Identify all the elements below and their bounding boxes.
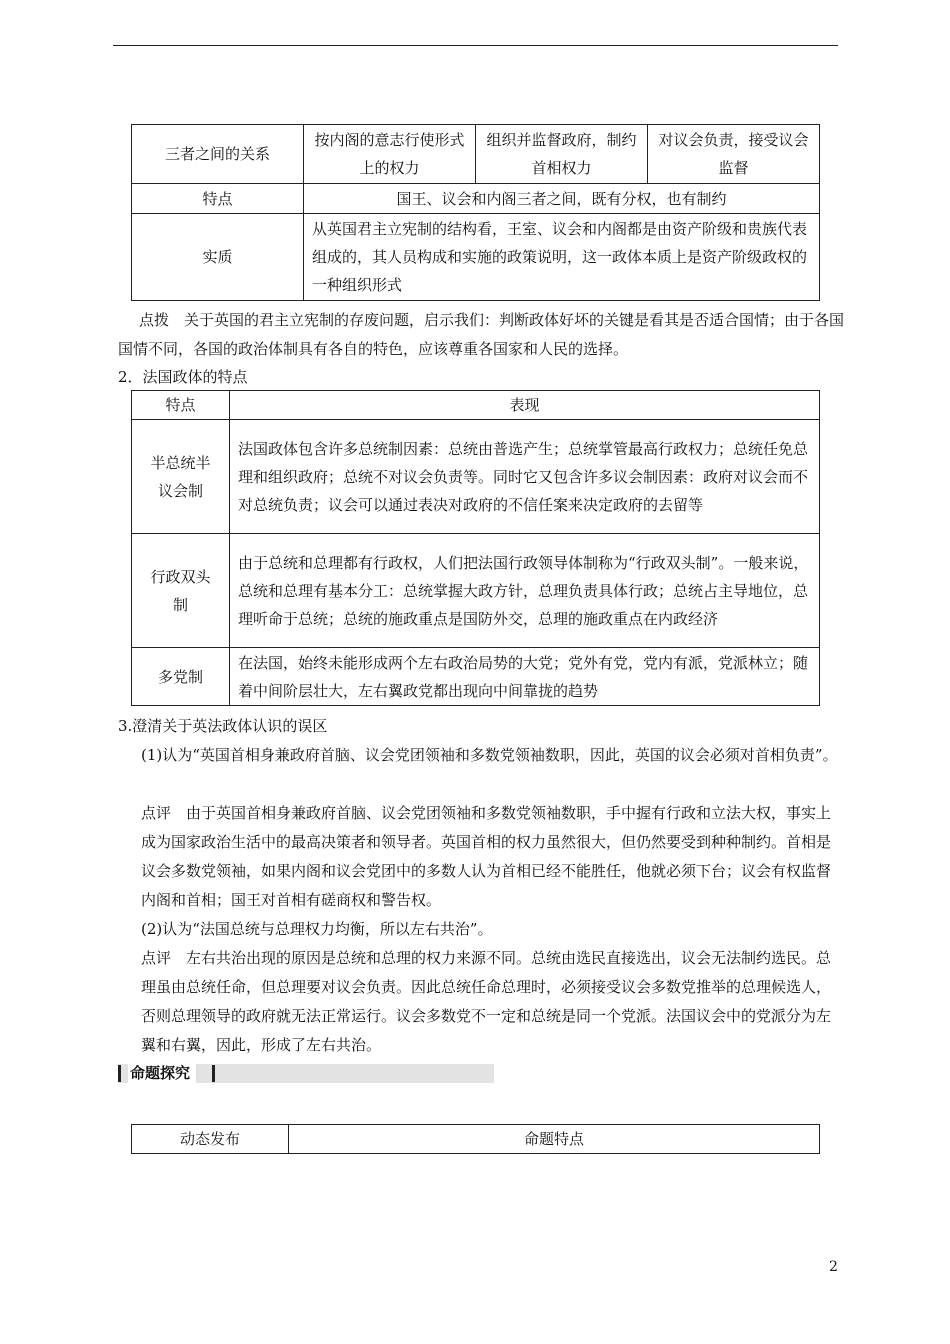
row-label: 三者之间的关系 [132, 125, 304, 184]
table-row [132, 184, 820, 214]
section-title: 命题探究 [128, 1064, 196, 1083]
table-exam-trends [131, 1124, 820, 1154]
misconception-1: (1)认为“英国首相身兼政府首脑、议会党团领袖和多数党领袖数职，因此，英国的议会必须对首相负责”。 [141, 746, 838, 764]
desc-cell: 在法国，始终未能形成两个左右政治局势的大党；党外有党，党内有派，党派林立；随着中间阶层壮大，左右翼政党都出现向中间靠拢的趋势 [230, 648, 820, 706]
table-row [132, 214, 820, 301]
row-label: 实质 [132, 214, 304, 301]
table-french-system [131, 390, 820, 706]
table-row [132, 534, 820, 648]
table-british-system [131, 124, 820, 301]
table-header-row [132, 391, 820, 420]
page-number: 2 [829, 1259, 838, 1275]
table-cell: 按内阁的意志行使形式上的权力 [304, 125, 476, 184]
column-header: 表现 [230, 391, 820, 420]
section-bar [118, 1064, 494, 1083]
table-row [132, 648, 820, 706]
header-rule [113, 45, 838, 46]
column-header: 特点 [132, 391, 230, 420]
column-header: 动态发布 [132, 1125, 289, 1154]
table-cell: 从英国君主立宪制的结构看，王室、议会和内阁都是由资产阶级和贵族代表组成的，其人员构成和实施的政策说明，这一政体本质上是资产阶级政权的一种组织形式 [304, 214, 820, 301]
feature-cell: 行政双头制 [132, 534, 230, 648]
comment-2: 点评 左右共治出现的原因是总统和总理的权力来源不同。总统由选民直接选出，议会无法制约选民。总理虽由总统任命，但总理要对议会负责。因此总统任命总理时，必须接受议会多数党推举的总理候选人，否则总理领导的政府就无法正常运行。议会多数党不一定和总统是同一个党派。法国议会中的党派分为左翼和右翼，因此，形成了左右共治。 [141, 949, 832, 1054]
section-heading-3: 3.澄清关于英法政体认识的误区 [118, 717, 328, 735]
bar-mark-left [118, 1065, 121, 1082]
feature-cell: 多党制 [132, 648, 230, 706]
column-header: 命题特点 [289, 1125, 820, 1154]
comment-1: 点评 由于英国首相身兼政府首脑、议会党团领袖和多数党领袖数职，手中握有行政和立法大权，事实上成为国家政治生活中的最高决策者和领导者。英国首相的权力虽然很大，但仍然要受到种种制约。首相是议会多数党领袖，如果内阁和议会党团中的多数人认为首相已经不能胜任，他就必须下台；议会有权监督内阁和首相；国王对首相有磋商权和警告权。 [141, 804, 832, 909]
desc-cell: 法国政体包含许多总统制因素：总统由普选产生；总统掌管最高行政权力；总统任免总理和组织政府；总统不对议会负责等。同时它又包含许多议会制因素：政府对议会而不对总统负责；议会可以通过表决对政府的不信任案来决定政府的去留等 [230, 420, 820, 534]
bar-mark-right [212, 1065, 215, 1082]
table-header-row [132, 1125, 820, 1154]
feature-cell: 半总统半议会制 [132, 420, 230, 534]
row-label: 特点 [132, 184, 304, 214]
tip-paragraph: 点拨 关于英国的君主立宪制的存废问题，启示我们：判断政体好坏的关键是看其是否适合国情；由于各国国情不同，各国的政治体制具有各自的特色，应该尊重各国家和人民的选择。 [118, 311, 845, 358]
section-heading-2: 2．法国政体的特点 [118, 368, 248, 386]
table-cell: 国王、议会和内阁三者之间，既有分权，也有制约 [304, 184, 820, 214]
table-cell: 组织并监督政府，制约首相权力 [476, 125, 648, 184]
table-cell: 对议会负责，接受议会监督 [648, 125, 820, 184]
misconception-2: (2)认为“法国总统与总理权力均衡，所以左右共治”。 [141, 920, 493, 938]
table-row [132, 125, 820, 184]
table-row [132, 420, 820, 534]
desc-cell: 由于总统和总理都有行政权，人们把法国行政领导体制称为“行政双头制”。一般来说，总统和总理有基本分工：总统掌握大政方针，总理负责具体行政；总统占主导地位，总理听命于总统；总统的施政重点是国防外交，总理的施政重点在内政经济 [230, 534, 820, 648]
